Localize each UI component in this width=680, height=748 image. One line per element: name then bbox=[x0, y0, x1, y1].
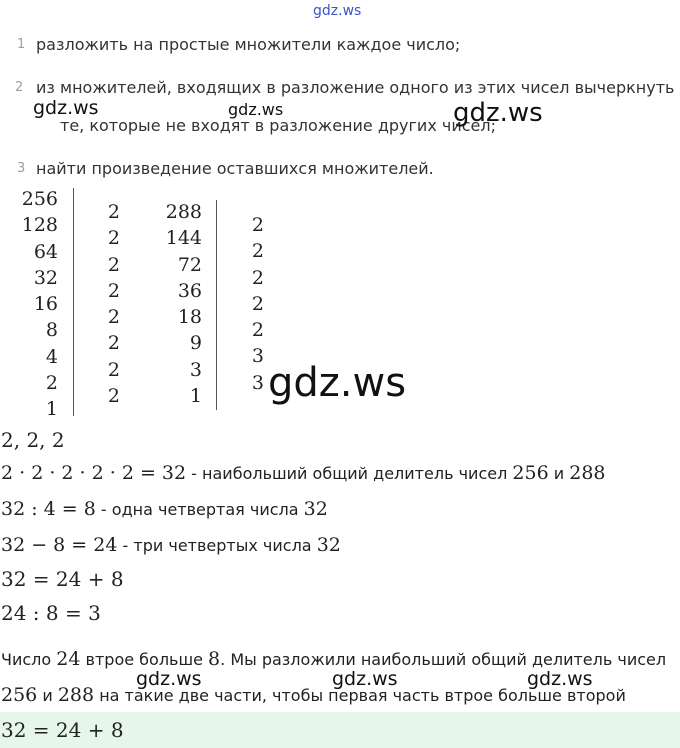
factor-number: 3 bbox=[189, 358, 202, 381]
factor-number: 1 bbox=[45, 398, 58, 421]
step-number: 2 bbox=[15, 80, 24, 95]
gcd-and: и bbox=[548, 464, 570, 483]
conclusion-line-1 bbox=[1, 648, 666, 670]
quarter-number: 32 bbox=[303, 498, 328, 520]
three-quarters-text: - три четвертых числа bbox=[117, 536, 317, 555]
quarter-text: - одна четвертая числа bbox=[95, 500, 304, 519]
prime-factor: 2 bbox=[251, 266, 264, 289]
factor-number: 18 bbox=[177, 306, 202, 329]
quarter-line bbox=[1, 498, 328, 520]
prime-factor: 2 bbox=[107, 253, 120, 276]
conclusion-number: 24 bbox=[56, 648, 81, 670]
prime-factor: 2 bbox=[107, 358, 120, 381]
watermark: gdz.ws bbox=[33, 97, 99, 119]
watermark: gdz.ws bbox=[136, 668, 202, 690]
watermark-top: gdz.ws bbox=[313, 3, 362, 19]
factor-288-primes bbox=[240, 212, 264, 396]
step-text: найти произведение оставшихся множителей. bbox=[36, 159, 434, 178]
gcd-expression: 2 · 2 · 2 · 2 · 2 = 32 bbox=[1, 462, 187, 484]
step-text-continued: те, которые не входят в разложение других чисел; bbox=[60, 116, 496, 135]
conclusion-text: . Мы разложили наибольший общий делитель чисел bbox=[220, 650, 667, 669]
watermark: gdz.ws bbox=[332, 668, 398, 690]
gcd-number-a: 256 bbox=[512, 462, 549, 484]
factor-number: 288 bbox=[165, 201, 202, 223]
watermark: gdz.ws bbox=[453, 98, 543, 128]
factor-number: 9 bbox=[189, 332, 202, 355]
factor-288-numbers bbox=[152, 199, 202, 409]
conclusion-number: 288 bbox=[57, 684, 95, 706]
gcd-line bbox=[1, 462, 606, 484]
factor-number: 72 bbox=[177, 253, 202, 276]
gcd-text: - наибольший общий делитель чисел bbox=[186, 464, 513, 483]
conclusion-text: втрое больше bbox=[80, 650, 209, 669]
prime-factor: 2 bbox=[107, 201, 120, 223]
three-quarters-number: 32 bbox=[316, 534, 341, 556]
step-number: 1 bbox=[17, 37, 26, 52]
conclusion-number: 8 bbox=[208, 648, 221, 670]
prime-factor: 2 bbox=[251, 214, 264, 236]
factor-number: 4 bbox=[45, 345, 58, 368]
conclusion-text: и bbox=[37, 686, 58, 705]
common-factors: 2, 2, 2 bbox=[1, 428, 65, 452]
prime-factor: 2 bbox=[107, 332, 120, 355]
quarter-expression: 32 : 4 = 8 bbox=[1, 498, 96, 520]
factor-number: 1 bbox=[189, 385, 202, 408]
prime-factor: 2 bbox=[107, 227, 120, 250]
prime-factor: 2 bbox=[251, 292, 264, 315]
factor-number: 16 bbox=[33, 293, 58, 316]
factor-256-primes bbox=[96, 199, 120, 409]
watermark: gdz.ws bbox=[268, 360, 407, 406]
factor-number: 256 bbox=[21, 188, 58, 210]
factor-number: 8 bbox=[45, 319, 58, 342]
factor-number: 32 bbox=[33, 266, 58, 289]
prime-factor: 2 bbox=[107, 279, 120, 302]
gcd-number-b: 288 bbox=[569, 462, 606, 484]
conclusion-text: Число bbox=[1, 650, 57, 669]
factor-number: 64 bbox=[33, 240, 58, 263]
conclusion-number: 256 bbox=[1, 684, 38, 706]
watermark: gdz.ws bbox=[228, 100, 284, 119]
sum-equation: 32 = 24 + 8 bbox=[1, 567, 124, 591]
factor-number: 36 bbox=[177, 279, 202, 302]
three-quarters-line bbox=[1, 534, 341, 556]
prime-factor: 3 bbox=[251, 345, 264, 368]
factor-divider bbox=[73, 188, 74, 416]
factor-number: 2 bbox=[45, 372, 58, 395]
step-text: разложить на простые множители каждое число; bbox=[36, 35, 461, 54]
prime-factor: 2 bbox=[251, 319, 264, 342]
prime-factor: 2 bbox=[251, 240, 264, 263]
step-text: из множителей, входящих в разложение одного из этих чисел вычеркнуть bbox=[36, 78, 675, 97]
prime-factor: 2 bbox=[107, 306, 120, 329]
prime-factor: 2 bbox=[107, 385, 120, 408]
prime-factor: 3 bbox=[251, 371, 264, 394]
division-equation: 24 : 8 = 3 bbox=[1, 601, 101, 625]
factor-number: 144 bbox=[165, 227, 202, 250]
three-quarters-expression: 32 − 8 = 24 bbox=[1, 534, 118, 556]
conclusion-text: на такие две части, чтобы первая часть втрое больше второй bbox=[94, 686, 626, 705]
watermark: gdz.ws bbox=[527, 668, 593, 690]
factor-number: 128 bbox=[21, 214, 58, 237]
factor-divider bbox=[216, 200, 217, 410]
answer-equation: 32 = 24 + 8 bbox=[1, 718, 124, 742]
factor-256-numbers bbox=[8, 186, 58, 423]
step-number: 3 bbox=[17, 161, 26, 176]
